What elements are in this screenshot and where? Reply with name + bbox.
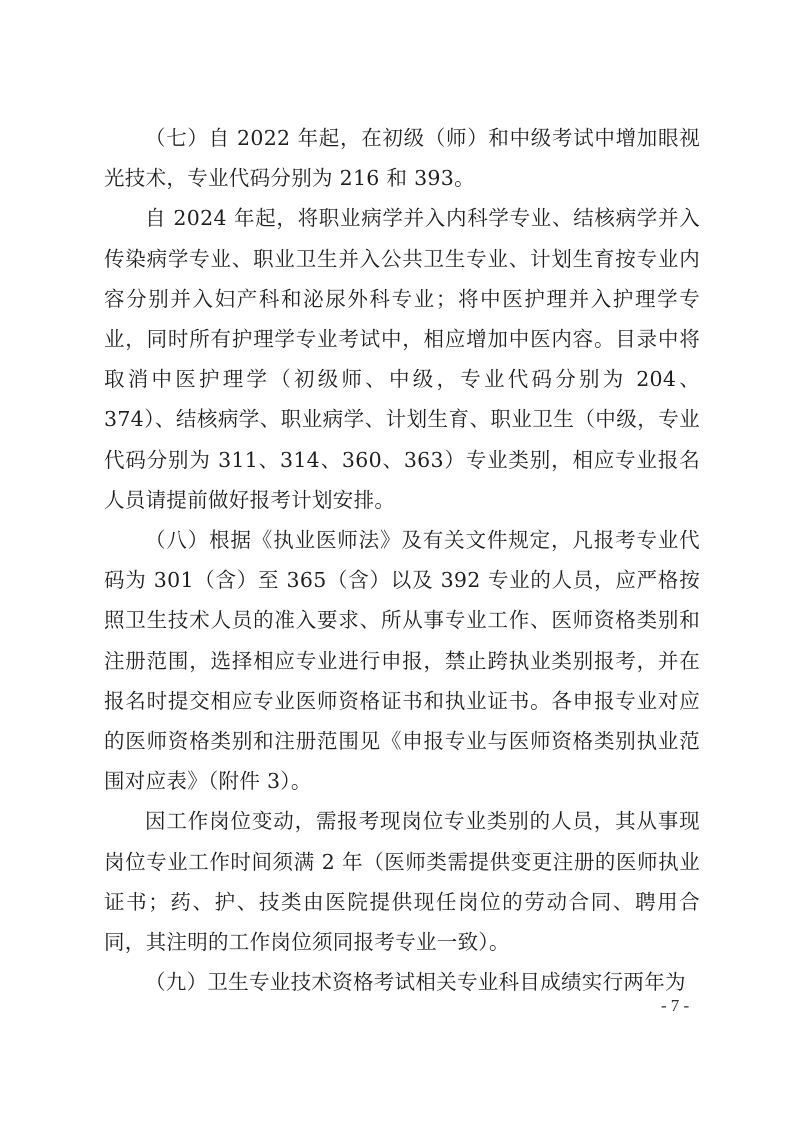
paragraph-section-7: （七）自 2022 年起，在初级（师）和中级考试中增加眼视光技术，专业代码分别为 216 和 393。 [104, 126, 700, 191]
paragraph-section-9: （九）卫生专业技术资格考试相关专业科目成绩实行两年为 [145, 970, 686, 995]
page-number: - 7 - [660, 996, 690, 1015]
paragraph-position-change: 因工作岗位变动，需报考现岗位专业类别的人员，其从事现岗位专业工作时间须满 2 年（医师类需提供变更注册的医师执业证书；药、护、技类由医院提供现任岗位的劳动合同、聘用合同，其注明的工作岗位须同报考专业一致）。 [104, 809, 700, 955]
paragraph-2024-merger: 自 2024 年起，将职业病学并入内科学专业、结核病学并入传染病学专业、职业卫生并入公共卫生专业、计划生育按专业内容分别并入妇产科和泌尿外科专业；将中医护理并入护理学专业，同时所有护理学专业考试中，相应增加中医内容。目录中将取消中医护理学（初级师、中级，专业代码分别为 204、374）、结核病学、职业病学、计划生育、职业卫生（中级，专业代码分别为 311、314、360、363）专业类别，相应专业报名人员请提前做好报考计划安排。 [104, 206, 700, 512]
document-body [104, 118, 700, 1002]
paragraph-section-8: （八）根据《执业医师法》及有关文件规定，凡报考专业代码为 301（含）至 365（含）以及 392 专业的人员，应严格按照卫生技术人员的准入要求、所从事专业工作、医师资格类别和注册范围，选择相应专业进行申报，禁止跨执业类别报考，并在报名时提交相应专业医师资格证书和执业证书。各申报专业对应的医师资格类别和注册范围见《申报专业与医师资格类别执业范围对应表》（附件 3）。 [104, 528, 700, 794]
